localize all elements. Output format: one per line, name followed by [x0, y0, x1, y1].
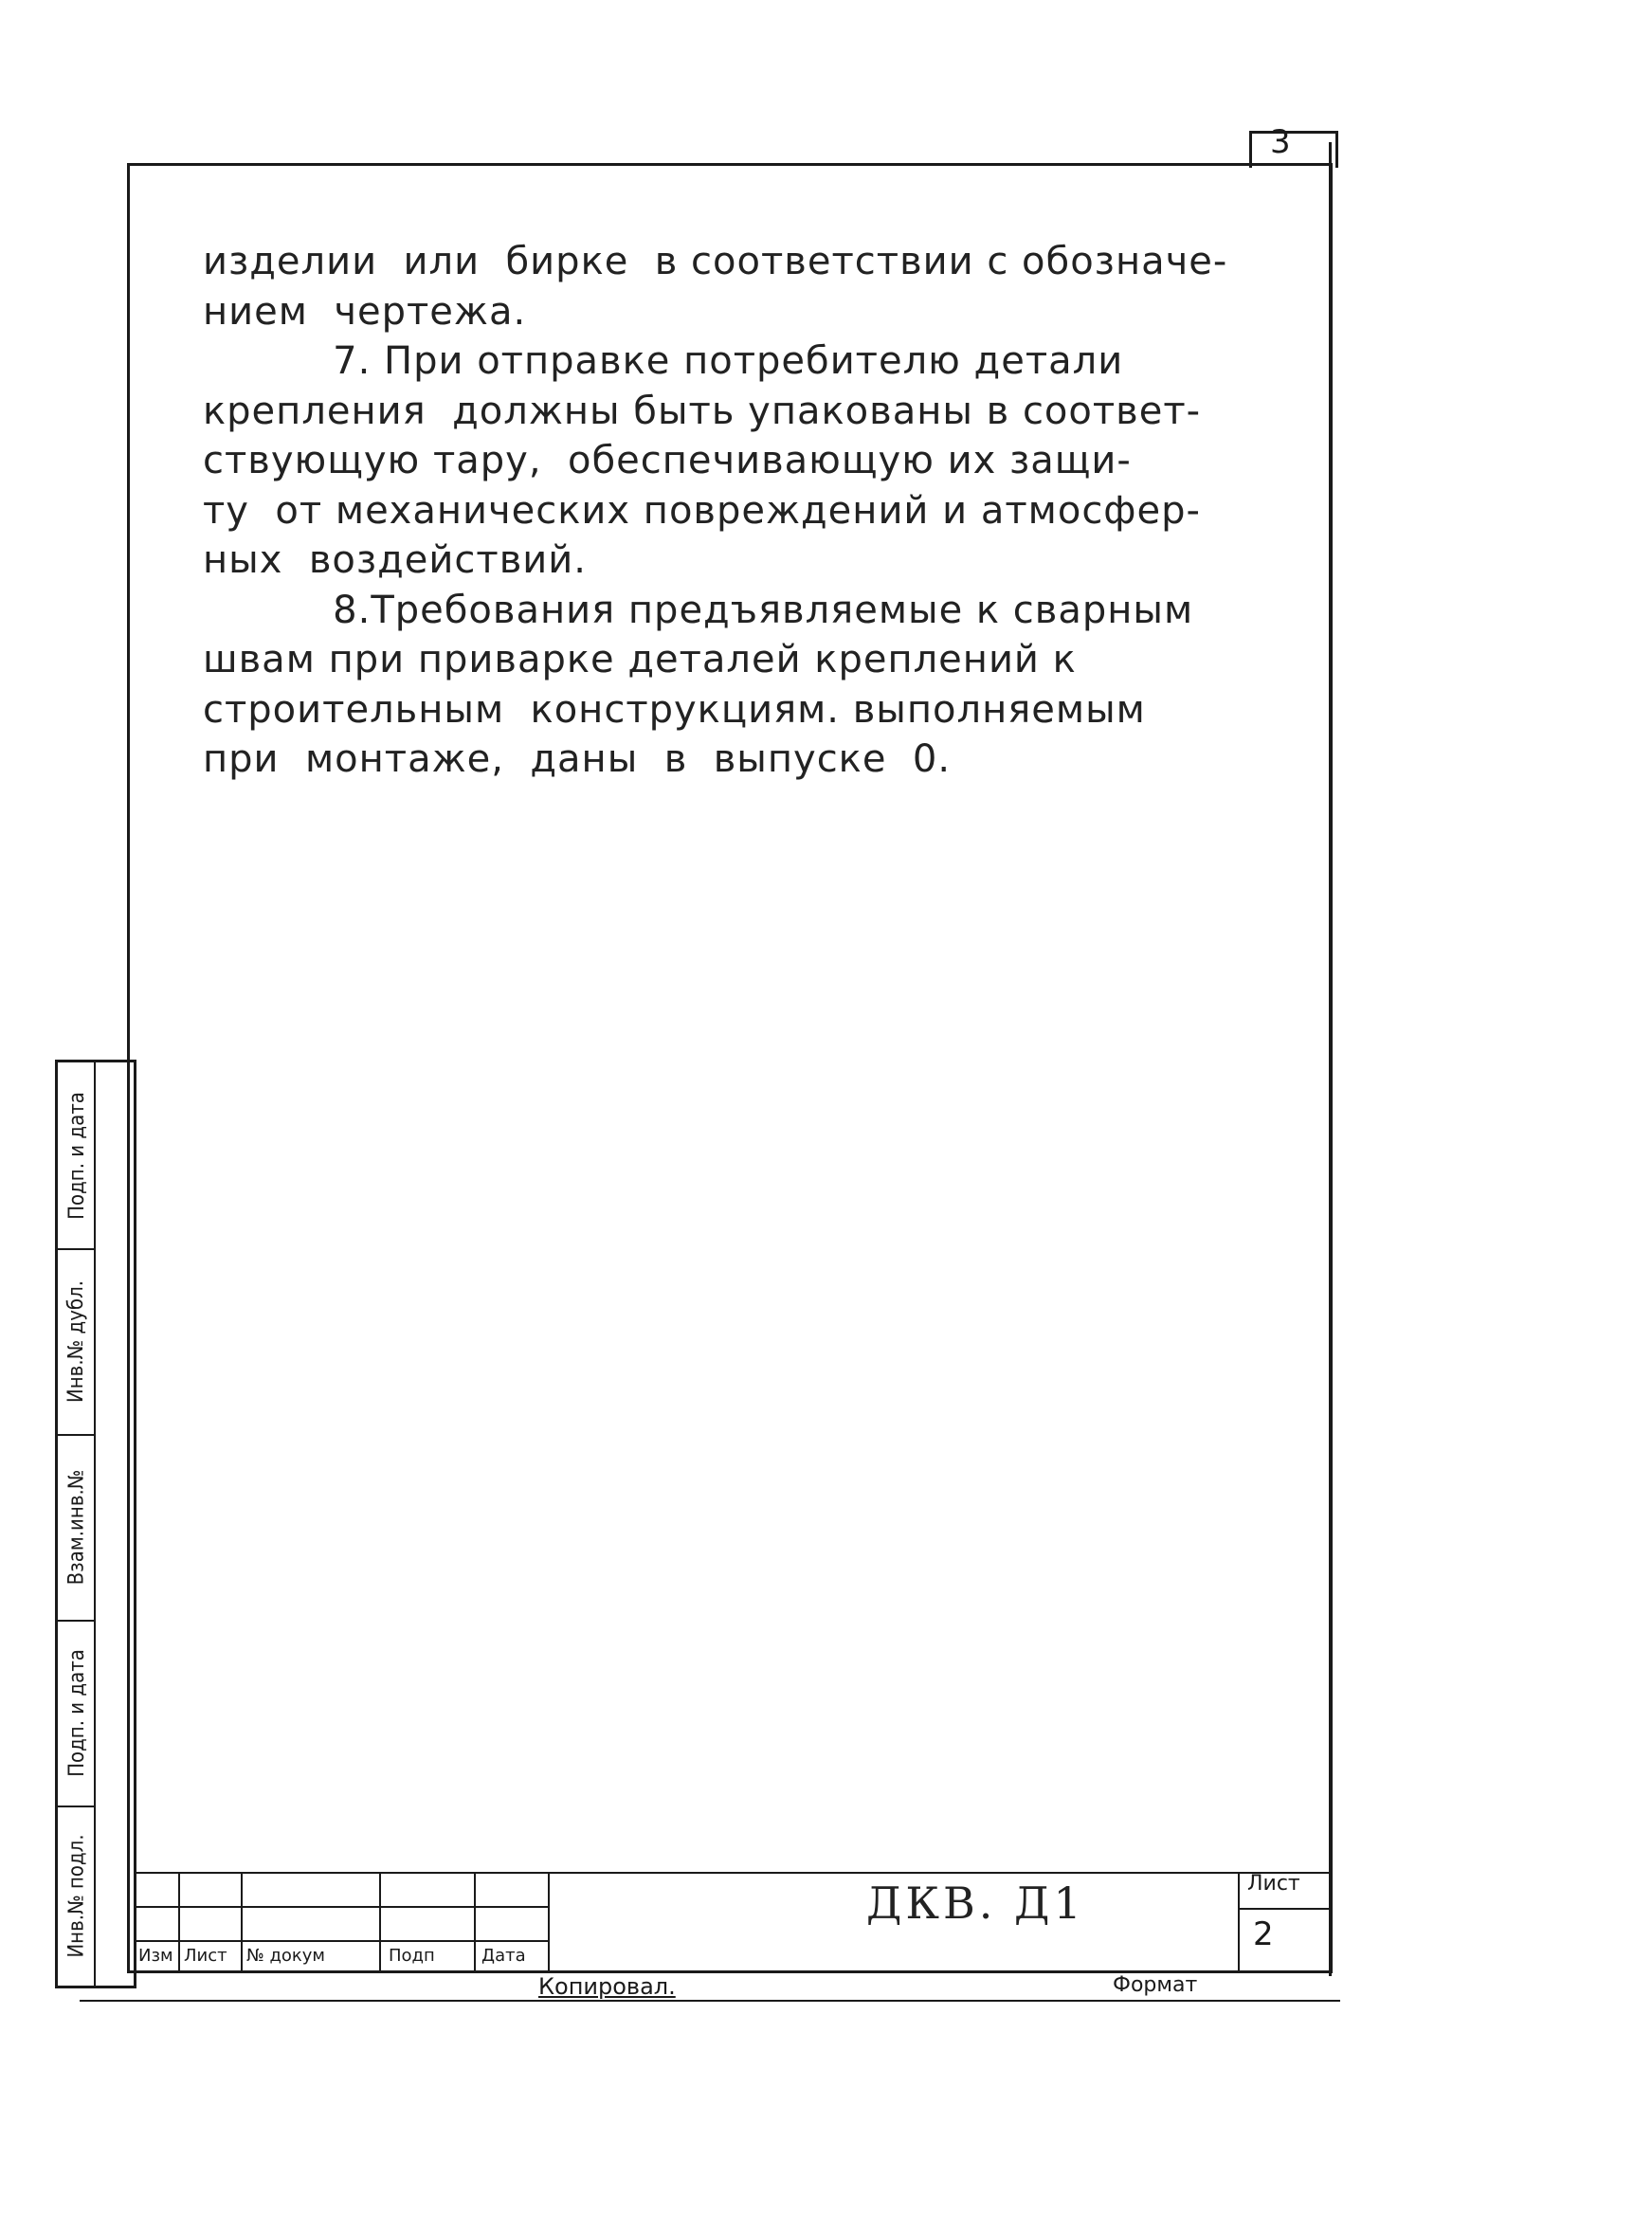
body-line: 8.Требования предъявляемые к сварным	[203, 588, 1194, 632]
page-number: 3	[1270, 123, 1291, 161]
sheet-label: Лист	[1247, 1872, 1300, 1896]
tb-line	[136, 1872, 1333, 1874]
side-stamp-strip	[55, 1060, 136, 1988]
body-line: ных воздействий.	[203, 538, 587, 582]
tb-line	[136, 1940, 548, 1942]
side-label: Подп. и дата	[64, 1091, 89, 1220]
body-line: ствующую тару, обеспечивающую их защи-	[203, 439, 1132, 482]
col-signature: Подп	[389, 1946, 435, 1966]
tb-line	[241, 1872, 243, 1973]
col-list: Лист	[184, 1946, 227, 1966]
tb-line	[136, 1906, 548, 1908]
tb-line	[474, 1872, 476, 1973]
side-label: Взам.инв.№	[64, 1469, 89, 1585]
body-line: строительным конструкциям. выполняемым	[203, 687, 1146, 732]
side-strip-divider	[94, 1062, 96, 1986]
format-label: Формат	[1113, 1973, 1198, 1997]
col-doc-number: № докум	[246, 1946, 326, 1966]
document-code: ДКВ. Д1	[866, 1878, 1085, 1929]
body-line: ту от механических повреждений и атмосфер-	[203, 488, 1201, 533]
side-label: Подп. и дата	[64, 1648, 89, 1777]
col-izm: Изм	[138, 1946, 173, 1966]
copied-by: Копировал.	[538, 1973, 676, 2000]
body-line: швам при приварке деталей креплений к	[203, 638, 1077, 681]
frame-right-line	[1329, 142, 1332, 1976]
body-line: крепления должны быть упакованы в соответ-	[203, 389, 1202, 433]
side-label: Инв.№ подл.	[64, 1833, 89, 1958]
sheet-number: 2	[1253, 1915, 1274, 1953]
document-body	[203, 237, 1312, 785]
tb-line	[178, 1872, 180, 1973]
body-line: при монтаже, даны в выпуске 0.	[203, 737, 952, 781]
tb-line	[379, 1872, 381, 1973]
body-line: 7. При отправке потребителю детали	[203, 339, 1124, 383]
title-block	[136, 1872, 1333, 1973]
body-line: изделии или бирке в соответствии с обозначе-	[203, 240, 1228, 283]
tb-line	[1238, 1908, 1333, 1910]
tb-line	[548, 1872, 550, 1973]
footer	[80, 1973, 1340, 2002]
footer-line	[80, 2000, 1340, 2002]
col-date: Дата	[481, 1946, 526, 1966]
body-line: нием чертежа.	[203, 289, 527, 334]
tb-line	[1238, 1872, 1240, 1973]
side-label: Инв.№ дубл.	[64, 1279, 89, 1403]
